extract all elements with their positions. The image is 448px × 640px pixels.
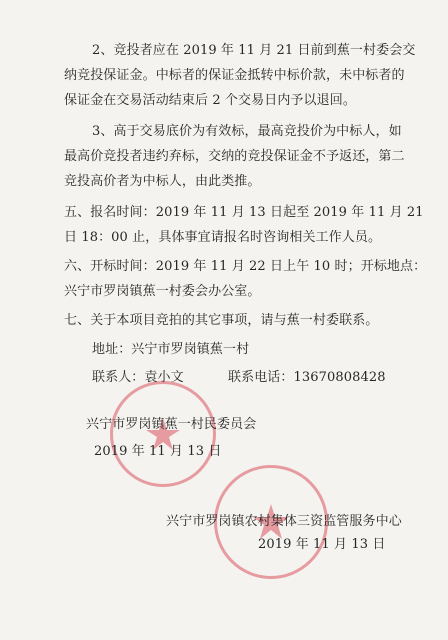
village-committee-seal xyxy=(110,381,216,487)
paragraph-line: 日 18：00 止，具体事宜请报名时咨询相关工作人员。 xyxy=(64,230,382,245)
seal-star-icon xyxy=(113,384,213,484)
paragraph-line: 五、报名时间：2019 年 11 月 13 日起至 2019 年 11 月 21 xyxy=(64,205,424,220)
paragraph-line: 3、高于交易底价为有效标，最高竞投价为中标人，如 xyxy=(92,124,402,139)
paragraph-line: 竞投高价者为中标人，由此类推。 xyxy=(64,174,261,189)
address-line: 地址：兴宁市罗岗镇蕉一村 xyxy=(92,342,250,357)
paragraph-line: 纳竞投保证金。中标者的保证金抵转中标价款，未中标者的 xyxy=(64,68,405,83)
contact-person: 联系人：袁小文 xyxy=(92,370,184,385)
issue-date: 2019 年 11 月 13 日 xyxy=(94,444,222,459)
issuer-name: 兴宁市罗岗镇蕉一村民委员会 xyxy=(86,417,257,432)
paragraph-line: 最高价竞投者违约弃标，交纳的竞投保证金不予返还，第二 xyxy=(64,149,405,164)
paragraph-line: 2、竞投者应在 2019 年 11 月 21 日前到蕉一村委会交 xyxy=(92,43,416,58)
paragraph-line: 保证金在交易活动结束后 2 个交易日内予以退回。 xyxy=(64,93,356,108)
paragraph-line: 兴宁市罗岗镇蕉一村委会办公室。 xyxy=(64,284,261,299)
issuer-name: 兴宁市罗岗镇农村集体三资监管服务中心 xyxy=(166,514,402,529)
paragraph-line: 六、开标时间：2019 年 11 月 22 日上午 10 时；开标地点： xyxy=(64,259,427,274)
issue-date: 2019 年 11 月 13 日 xyxy=(258,537,386,552)
paragraph-line: 七、关于本项目竞拍的其它事项，请与蕉一村委联系。 xyxy=(64,313,379,328)
contact-phone: 联系电话：13670808428 xyxy=(228,370,386,385)
